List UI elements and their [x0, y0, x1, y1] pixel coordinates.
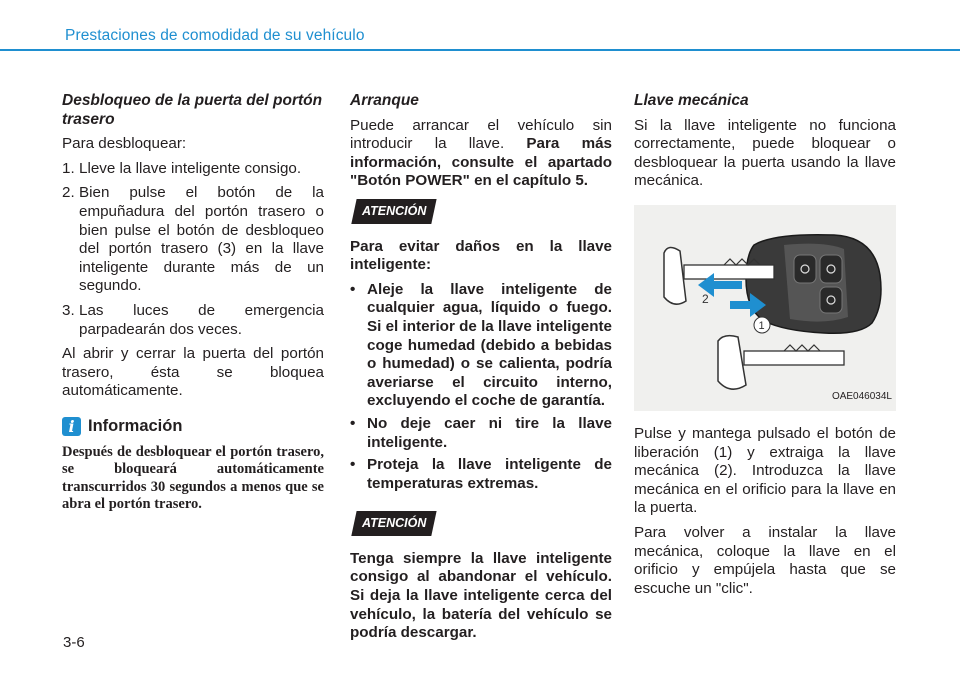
step-number: 3. — [62, 301, 75, 319]
mechanical-key-intro: Si la llave inteligente no funciona correctamente, puede bloquear o desbloquear la puerta usando la llave mecánica. — [634, 116, 896, 190]
section-title-tailgate: Desbloqueo de la puerta del portón trasero — [62, 92, 323, 128]
column-start — [350, 92, 612, 649]
step-item — [62, 302, 324, 339]
bullet-icon: • — [350, 280, 356, 298]
warning-label: ATENCIÓN — [362, 203, 427, 218]
step-item — [62, 184, 324, 296]
warning-item — [350, 281, 612, 411]
unlock-intro: Para desbloquear: — [62, 135, 187, 153]
column-tailgate — [62, 92, 324, 514]
figure-label-1: 1 — [758, 319, 765, 332]
start-text-reference: Para más información, consulte el apartado "Botón POWER" en el capítulo 5. — [350, 135, 612, 190]
page-number: 3-6 — [63, 634, 85, 651]
header-title: Prestaciones de comodidad de su vehículo — [65, 27, 365, 44]
bullet-icon: • — [350, 456, 356, 474]
figure-label-2: 2 — [702, 291, 709, 306]
warning-intro: Para evitar daños en la llave inteligente: — [350, 237, 612, 274]
info-title: Información — [88, 417, 183, 436]
mechanical-key-step1: Pulse y mantega pulsado el botón de liberación (1) y extraiga la llave mecánica (2). Introduzca la llave mecánica en el orificio para la llave en la puerta. — [634, 424, 896, 517]
start-text-plain: Puede arrancar el vehículo sin introducir la llave. — [350, 116, 612, 153]
step-number: 2. — [62, 184, 75, 202]
warning-badge — [351, 199, 437, 224]
smart-key-drawing — [634, 205, 896, 411]
step-text: Bien pulse el botón de la empuñadura del portón trasero o bien pulse el botón de desbloqueo del portón trasero (3) en la llave inteligente durante más de un segundo. — [79, 184, 324, 295]
warning-item-text: No deje caer ni tire la llave inteligente. — [367, 414, 612, 451]
warning-badge — [351, 511, 437, 536]
header-rule — [0, 49, 960, 51]
auto-lock-note: Al abrir y cerrar la puerta del portón trasero, ésta se bloquea automáticamente. — [62, 345, 324, 400]
info-body: Después de desbloquear el portón trasero, se bloqueará automáticamente transcurridos 30 segundos a menos que se abra el portón trasero. — [62, 443, 324, 513]
bullet-icon: • — [350, 414, 356, 432]
step-item — [62, 160, 324, 179]
unlock-steps — [62, 160, 324, 339]
step-number: 1. — [62, 159, 75, 177]
info-header — [62, 417, 324, 436]
column-mechanical-key — [634, 92, 896, 604]
warning-item-text: Proteja la llave inteligente de temperaturas extremas. — [367, 456, 612, 492]
info-icon: i — [62, 417, 81, 436]
warning-text: Tenga siempre la llave inteligente consigo al abandonar el vehículo. Si deja la llave inteligente cerca del vehículo, la batería del vehículo se podría descargar. — [350, 549, 612, 642]
key-illustration — [634, 205, 896, 411]
warning-item — [350, 456, 612, 493]
section-title-start: Arranque — [350, 92, 419, 109]
step-text: Lleve la llave inteligente consigo. — [79, 159, 302, 177]
warning-list — [350, 281, 612, 494]
section-title-mechanical-key: Llave mecánica — [634, 92, 749, 109]
warning-item-text: Aleje la llave inteligente de cualquier agua, líquido o fuego. Si el interior de la llave inteligente coge humedad (debido a bebidas o humedad) o se calienta, podría averiarse el circuito interno, excluyendo el coche de garantía. — [367, 280, 612, 410]
start-text — [350, 117, 612, 191]
mechanical-key-step2: Para volver a instalar la llave mecánica, coloque la llave en el orificio y empújela hasta que se escuche un "clic". — [634, 523, 896, 597]
step-text: Las luces de emergencia parpadearán dos veces. — [79, 301, 324, 338]
warning-item — [350, 415, 612, 452]
warning-label: ATENCIÓN — [362, 516, 427, 531]
figure-caption: OAE046034L — [831, 391, 892, 403]
